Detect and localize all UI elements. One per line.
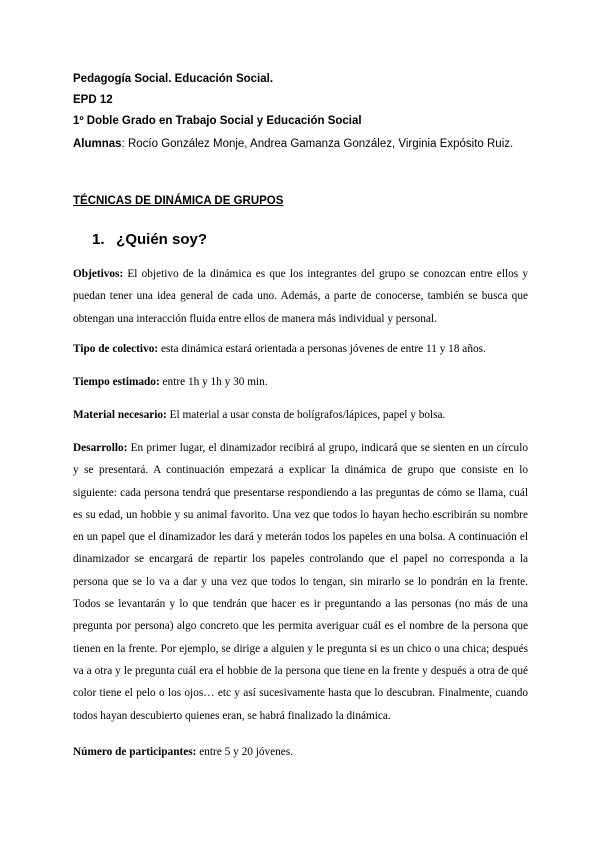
section-title: TÉCNICAS DE DINÁMICA DE GRUPOS (73, 195, 284, 207)
course-title: Pedagogía Social. Educación Social. (73, 73, 274, 85)
tipo-label: Tipo de colectivo: (73, 343, 159, 355)
objetivos-paragraph (73, 263, 528, 330)
tiempo-paragraph (73, 371, 528, 393)
objetivos-label: Objetivos: (73, 268, 124, 280)
material-text: El material a usar consta de bolígrafos/lápices, papel y bolsa. (166, 409, 446, 421)
tiempo-text: entre 1h y 1h y 30 min. (159, 376, 268, 388)
activity-heading (92, 231, 207, 248)
participantes-text: entre 5 y 20 jóvenes. (196, 746, 294, 758)
participantes-label: Número de participantes: (73, 746, 197, 758)
tiempo-label: Tiempo estimado: (73, 376, 160, 388)
material-label: Material necesario: (73, 409, 167, 421)
heading-title: ¿Quién soy? (116, 231, 208, 248)
authors-line (73, 134, 528, 155)
authors-label: Alumnas (73, 138, 122, 150)
degree-title: 1º Doble Grado en Trabajo Social y Educación Social (73, 115, 362, 127)
desarrollo-text: En primer lugar, el dinamizador recibirá al grupo, indicará que se sienten en un círculo y se presentará. A continuación empezará a explicar la dinámica de grupo que consiste en lo siguiente: cada persona tendrá que presentarse respondiendo a las preguntas de cómo se llama, cuál es su edad, un hobbie y su animal favorito. Una vez que todos lo hayan hecho escribirán su nombre en un papel que el dinamizador les dará y meterán todos los papeles en una bolsa. A continuación el dinamizador se encargará de repartir los papeles controlando que el papel no corresponda a la persona que se lo va a dar y una vez que todos lo tengan, sin mirarlo se lo pondrán en la frente. Todos se levantarán y lo que tendrán que hacer es ir preguntando a las personas (no más de una pregunta por persona) algo concreto que les permita averiguar cuál es el nombre de la persona que tienen en la frente. Por ejemplo, se dirige a alguien y le pregunta si es un chico o una chica; después va a otra y le pregunta cuál era el hobbie de la persona que tiene en la frente y después a otra de qué color tiene el pelo o los ojos… etc y así sucesivamente hasta que lo descubran. Finalmente, cuando todos hayan descubierto quienes eran, se habrá finalizado la dinámica. (73, 442, 528, 722)
authors-names: : Rocío González Monje, Andrea Gamanza González, Virginia Expósito Ruiz. (121, 138, 514, 150)
participantes-paragraph (73, 741, 528, 763)
epd-number: EPD 12 (73, 94, 113, 106)
tipo-text: esta dinámica estará orientada a personas jóvenes de entre 11 y 18 años. (158, 343, 486, 355)
objetivos-text: El objetivo de la dinámica es que los integrantes del grupo se conozcan entre ellos y puedan tener una idea general de cada uno. Además, a parte de conocerse, también se busca que obtengan una interacción fluida entre ellos de manera más individual y personal. (73, 268, 528, 325)
desarrollo-label: Desarrollo: (73, 442, 128, 454)
material-paragraph (73, 404, 528, 426)
desarrollo-paragraph (73, 437, 528, 727)
heading-number: 1. (92, 231, 105, 248)
tipo-paragraph (73, 338, 528, 360)
